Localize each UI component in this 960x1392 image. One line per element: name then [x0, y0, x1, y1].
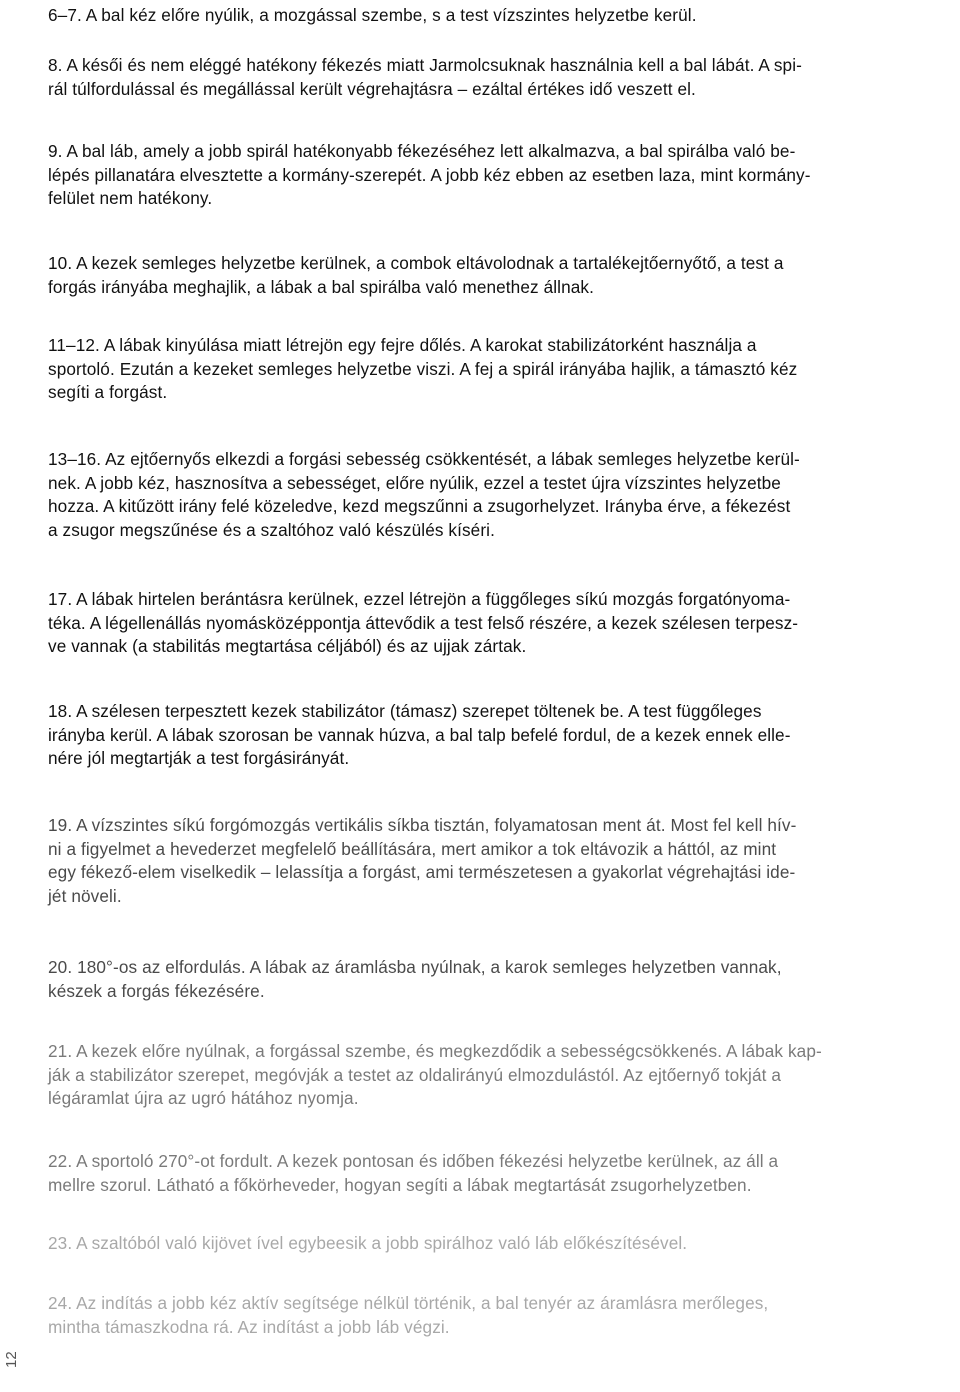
paragraph-10 [48, 252, 954, 299]
paragraph-11-12 [48, 334, 954, 405]
paragraph-line: sportoló. Ezután a kezeket semleges helyzetbe viszi. A fej a spirál irányába hajlik, a támasztó kéz [48, 358, 798, 379]
paragraph-line: egy fékező-elem viselkedik – lelassítja a forgást, ami természetesen a gyakorlat végrehajtási ide- [48, 862, 796, 882]
paragraph-line: a zsugor megszűnése és a szaltóhoz való készülés kíséri. [48, 519, 495, 540]
paragraph-20 [48, 956, 954, 1003]
paragraph-line: nére jól megtartják a test forgásirányát. [48, 748, 350, 768]
paragraph-line: 20. 180°-os az elfordulás. A lábak az áramlásba nyúlnak, a karok semleges helyzetben vannak, [48, 957, 782, 977]
paragraph-line: jét növeli. [48, 885, 122, 906]
paragraph-21 [48, 1040, 954, 1111]
paragraph-line: mellre szorul. Látható a főkörheveder, hogyan segíti a lábak megtartását zsugorhelyzetben. [48, 1174, 752, 1195]
paragraph-line: rál túlfordulással és megállással került végrehajtásra – ezáltal értékes idő veszett el. [48, 78, 696, 99]
paragraph-line: 24. Az indítás a jobb kéz aktív segítsége nélkül történik, a bal tenyér az áramlásra merőleges, [48, 1293, 769, 1313]
paragraph-13-16 [48, 448, 954, 542]
page-number: 12 [3, 1351, 20, 1368]
paragraph-8 [48, 54, 954, 101]
paragraph-line: hozza. A kitűzött irány felé közeledve, kezd megszűnni a zsugorhelyzet. Irányba érve, a fékezést [48, 496, 791, 516]
paragraph-line: nek. A jobb kéz, hasznosítva a sebességet, előre nyúlik, ezzel a testet újra vízszintes helyzetbe [48, 472, 781, 493]
paragraph-18 [48, 700, 954, 771]
paragraph-22 [48, 1150, 954, 1197]
paragraph-line: 11–12. A lábak kinyúlása miatt létrejön egy fejre dőlés. A karokat stabilizátorként használja a [48, 335, 757, 355]
paragraph-line: segíti a forgást. [48, 382, 168, 402]
paragraph-line: 22. A sportoló 270°-ot fordult. A kezek pontosan és időben fékezési helyzetbe kerülnek, az áll a [48, 1151, 779, 1171]
paragraph-line: téka. A légellenállás nyomásközéppontja áttevődik a test felső részére, a kezek szélesen terpesz- [48, 612, 799, 633]
paragraph-19 [48, 814, 954, 908]
paragraph-line: 13–16. Az ejtőernyős elkezdi a forgási sebesség csökkentését, a lábak semleges helyzetbe kerül- [48, 449, 800, 469]
paragraph-line: 8. A késői és nem eléggé hatékony fékezés miatt Jarmolcsuknak használnia kell a bal lábát. A spi- [48, 55, 802, 75]
paragraph-17 [48, 588, 954, 659]
paragraph-line: 19. A vízszintes síkú forgómozgás vertikális síkba tisztán, folyamatosan ment át. Most fel kell hív- [48, 815, 797, 835]
paragraph-23 [48, 1232, 954, 1256]
paragraph-line: ve vannak (a stabilitás megtartása céljából) és az ujjak zártak. [48, 636, 527, 656]
paragraph-line: 10. A kezek semleges helyzetbe kerülnek, a combok eltávolodnak a tartalékejtőernyőtő, a test a [48, 253, 784, 273]
paragraph-6-7 [48, 4, 954, 28]
paragraph-line: felület nem hatékony. [48, 188, 213, 208]
paragraph-line: készek a forgás fékezésére. [48, 980, 265, 1001]
paragraph-line: 6–7. A bal kéz előre nyúlik, a mozgással szembe, s a test vízszintes helyzetbe kerül. [48, 5, 697, 25]
paragraph-line: 9. A bal láb, amely a jobb spirál hatékonyabb fékezéséhez lett alkalmazva, a bal spirálba való be- [48, 141, 796, 161]
paragraph-line: irányba kerül. A lábak szorosan be vannak húzva, a bal talp befelé fordul, de a kezek ennek elle- [48, 724, 791, 745]
paragraph-line: 23. A szaltóból való kijövet ível egybeesik a jobb spirálhoz való láb előkészítésével. [48, 1233, 688, 1253]
paragraph-line: 21. A kezek előre nyúlnak, a forgással szembe, és megkezdődik a sebességcsökkenés. A lábak kap- [48, 1041, 822, 1061]
paragraph-line: ják a stabilizátor szerepet, megóvják a testet az oldalirányú elmozdulástól. Az ejtőernyő tokját a [48, 1064, 782, 1085]
paragraph-line: lépés pillanatára elvesztette a kormány-szerepét. A jobb kéz ebben az esetben laza, mint kormány- [48, 164, 811, 185]
paragraph-line: ni a figyelmet a hevederzet megfelelő beállítására, mert amikor a tok eltávozik a háttól, az mint [48, 838, 777, 859]
paragraph-line: 17. A lábak hirtelen berántásra kerülnek, ezzel létrejön a függőleges síkú mozgás forgatónyoma- [48, 589, 791, 609]
paragraph-24 [48, 1292, 954, 1339]
paragraph-line: forgás irányába meghajlik, a lábak a bal spirálba való menethez állnak. [48, 276, 594, 297]
paragraph-9 [48, 140, 954, 211]
paragraph-line: légáramlat újra az ugró hátához nyomja. [48, 1088, 359, 1108]
paragraph-line: 18. A szélesen terpesztett kezek stabilizátor (támasz) szerepet töltenek be. A test függőleges [48, 701, 762, 721]
paragraph-line: mintha támaszkodna rá. Az indítást a jobb láb végzi. [48, 1316, 450, 1337]
